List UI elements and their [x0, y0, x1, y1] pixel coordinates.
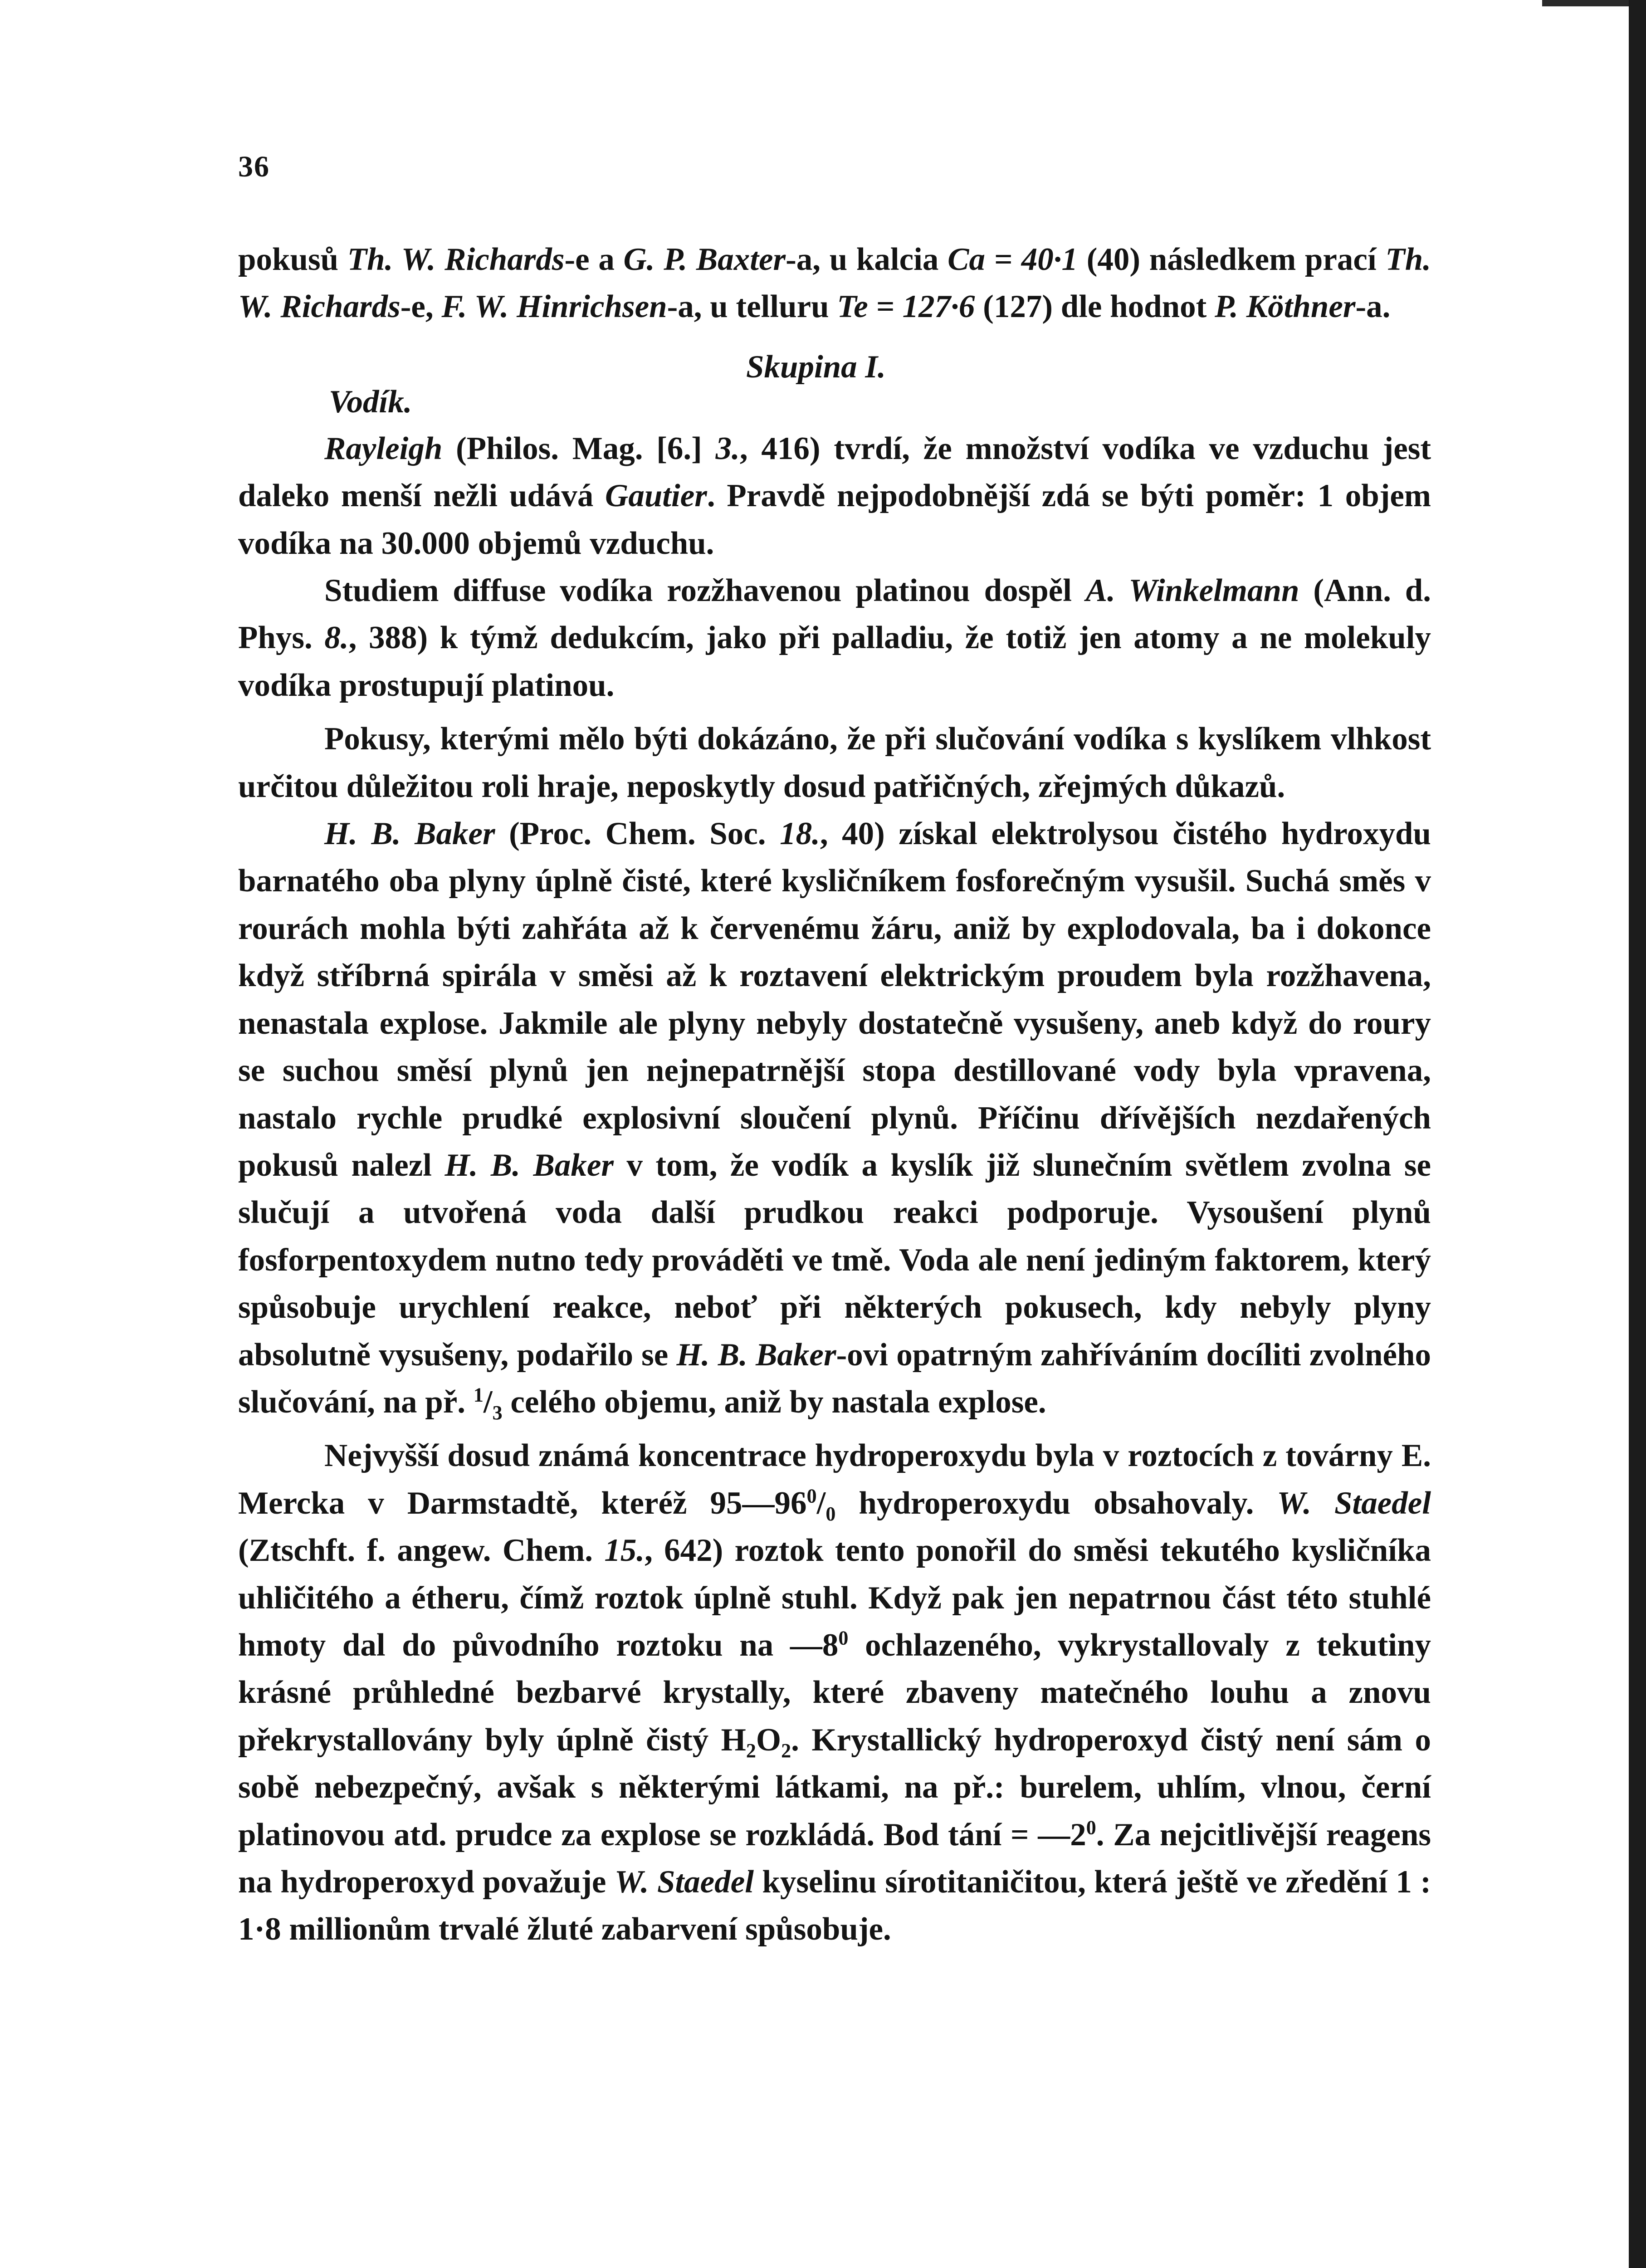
italic-run: 3.	[715, 430, 740, 466]
italic-run: Ca = 40·1	[948, 242, 1078, 277]
superscript: 0	[838, 1627, 849, 1649]
text-run: ochlazeného, vykrystallovaly z tekutiny krásné průhledné bezbarvé krystally, které zbaveny matečného louhu a znovu překrystallovány byly úplně čistý H	[238, 1627, 1431, 1758]
text-run: (Ann. d. Phys.	[238, 573, 1431, 656]
text-run: -a, u kalcia	[786, 242, 948, 277]
italic-run: Th. W. Richards	[347, 242, 565, 277]
text-run: O	[756, 1722, 781, 1758]
text-run: , 642) roztok tento ponořil do směsi tekutého kysličníka uhličitého a étheru, čímž roztok úplně stuhl. Když pak jen nepatrnou část této stuhlé hmoty dal do původního roztoku na —8	[238, 1533, 1431, 1663]
text-run: , 416) tvrdí, že množství vodíka ve vzduchu jest daleko menší nežli udává	[238, 430, 1431, 514]
superscript: 0	[806, 1485, 817, 1507]
text-run: (Philos. Mag. [6.]	[442, 430, 716, 466]
text-run: pokusů	[238, 242, 347, 277]
scan-edge-right	[1629, 0, 1646, 2268]
text-run: v tom, že vodík a kyslík již slunečním světlem zvolna se slučují a utvořená voda další prudkou reakci podporuje. Vysoušení plynů fosforpentoxydem nutno tedy prováděti ve tmě. Voda ale není jediným faktorem, který spůsobuje urychlení reakce, neboť při některých pokusech, kdy nebyly plyny absolutně vysušeny, podařilo se	[238, 1147, 1431, 1373]
italic-run: P. Köthner	[1215, 289, 1356, 325]
italic-run: W. Staedel	[614, 1864, 754, 1900]
section-heading: Vodík.	[329, 384, 412, 420]
group-heading: Skupina I.	[746, 349, 886, 385]
paragraph	[238, 1432, 1431, 1953]
text-run: (127) dle hodnot	[975, 289, 1215, 325]
subscript: 2	[781, 1739, 791, 1762]
text-run: hydroperoxydu obsahovaly.	[835, 1485, 1277, 1521]
superscript: 1	[473, 1383, 484, 1406]
text-run: (Ztschft. f. angew. Chem.	[238, 1533, 605, 1569]
subscript: 0	[825, 1502, 836, 1525]
subscript: 3	[492, 1402, 503, 1424]
text-run: . Krystallický hydroperoxyd čistý není sám o sobě nebezpečný, avšak s některými látkami, na př.: burelem, uhlím, vlnou, černí platinovou atd. prudce za explose se rozkládá. Bod tání = —2	[238, 1722, 1431, 1853]
italic-run: H. B. Baker	[676, 1337, 836, 1373]
paragraph	[238, 810, 1431, 1426]
italic-run: 15.	[604, 1533, 645, 1569]
paragraph	[238, 425, 1431, 567]
text-run: celého objemu, aniž by nastala explose.	[502, 1384, 1046, 1420]
italic-run: 8.	[324, 620, 349, 656]
text-run: -e a	[564, 242, 624, 277]
text-run: -ovi opatrným zahříváním docíliti zvolného slučování, na př.	[238, 1337, 1431, 1420]
text-run: . Pravdě nejpodobnější zdá se býti poměr: 1 objem vodíka na 30.000 objemů vzduchu.	[238, 478, 1431, 561]
italic-run: Th. W. Richards	[238, 242, 1431, 325]
text-run: Studiem diffuse vodíka rozžhavenou platinou dospěl	[324, 573, 1086, 609]
italic-run: Rayleigh	[324, 430, 443, 466]
italic-run: 18.	[780, 816, 820, 852]
text-run: Nejvyšší dosud známá koncentrace hydroperoxydu byla v roztocích z továrny E. Mercka v Darmstadtě, kteréž 95—96	[238, 1438, 1431, 1521]
italic-run: H. B. Baker	[444, 1147, 614, 1183]
text-run: , 40) získal elektrolysou čistého hydroxydu barnatého oba plyny úplně čisté, které kysličníkem fosforečným vysušil. Suchá směs v rourách mohla býti zahřáta až k červenému žáru, aniž by explodovala, ba i dokonce když stříbrná spirála v směsi až k roztavení elektrickým proudem byla rozžhavena, nenastala explose. Jakmile ale plyny nebyly dostatečně vysušeny, aneb když do roury se suchou směsí plynů jen nejnepatrnější stopa destillované vody byla vpravena, nastalo rychle prudké explosivní sloučení plynů. Příčinu dřívějších nezdařených pokusů nalezl	[238, 816, 1431, 1183]
superscript: 0	[1086, 1816, 1096, 1838]
intro-paragraph	[238, 236, 1431, 331]
text-run: -a.	[1355, 289, 1391, 325]
italic-run: G. P. Baxter	[623, 242, 786, 277]
paragraph	[238, 567, 1431, 709]
text-run: , 388) k týmž dedukcím, jako při palladiu, že totiž jen atomy a ne molekuly vodíka prostupují platinou.	[238, 620, 1431, 703]
italic-run: Gautier	[605, 478, 707, 514]
text-run: kyselinu sírotitaničitou, která ještě ve zředění 1 : 1·8 millionům trvalé žluté zabarvení spůsobuje.	[238, 1864, 1431, 1947]
italic-run: W. Staedel	[1277, 1485, 1431, 1521]
heading-group	[238, 331, 1431, 425]
italic-run: F. W. Hinrichsen	[441, 289, 667, 325]
italic-run: H. B. Baker	[324, 816, 495, 852]
text-run: -e,	[400, 289, 442, 325]
subscript: 2	[746, 1739, 756, 1762]
italic-run: Te = 127·6	[837, 289, 975, 325]
text-run: (Proc. Chem. Soc.	[495, 816, 780, 852]
page-number: 36	[238, 150, 270, 183]
document-body	[238, 236, 1431, 1953]
italic-run: A. Winkelmann	[1085, 573, 1299, 609]
text-run: /	[816, 1485, 826, 1521]
text-run: /	[483, 1384, 493, 1420]
text-run: . Za nejcitlivější reagens na hydroperoxyd považuje	[238, 1817, 1431, 1900]
text-run: (40) následkem prací	[1078, 242, 1386, 277]
text-run: Pokusy, kterými mělo býti dokázáno, že při slučování vodíka s kyslíkem vlhkost určitou důležitou roli hraje, neposkytly dosud patřičných, zřejmých důkazů.	[238, 721, 1431, 804]
text-run: -a, u telluru	[667, 289, 837, 325]
paragraph	[238, 715, 1431, 810]
